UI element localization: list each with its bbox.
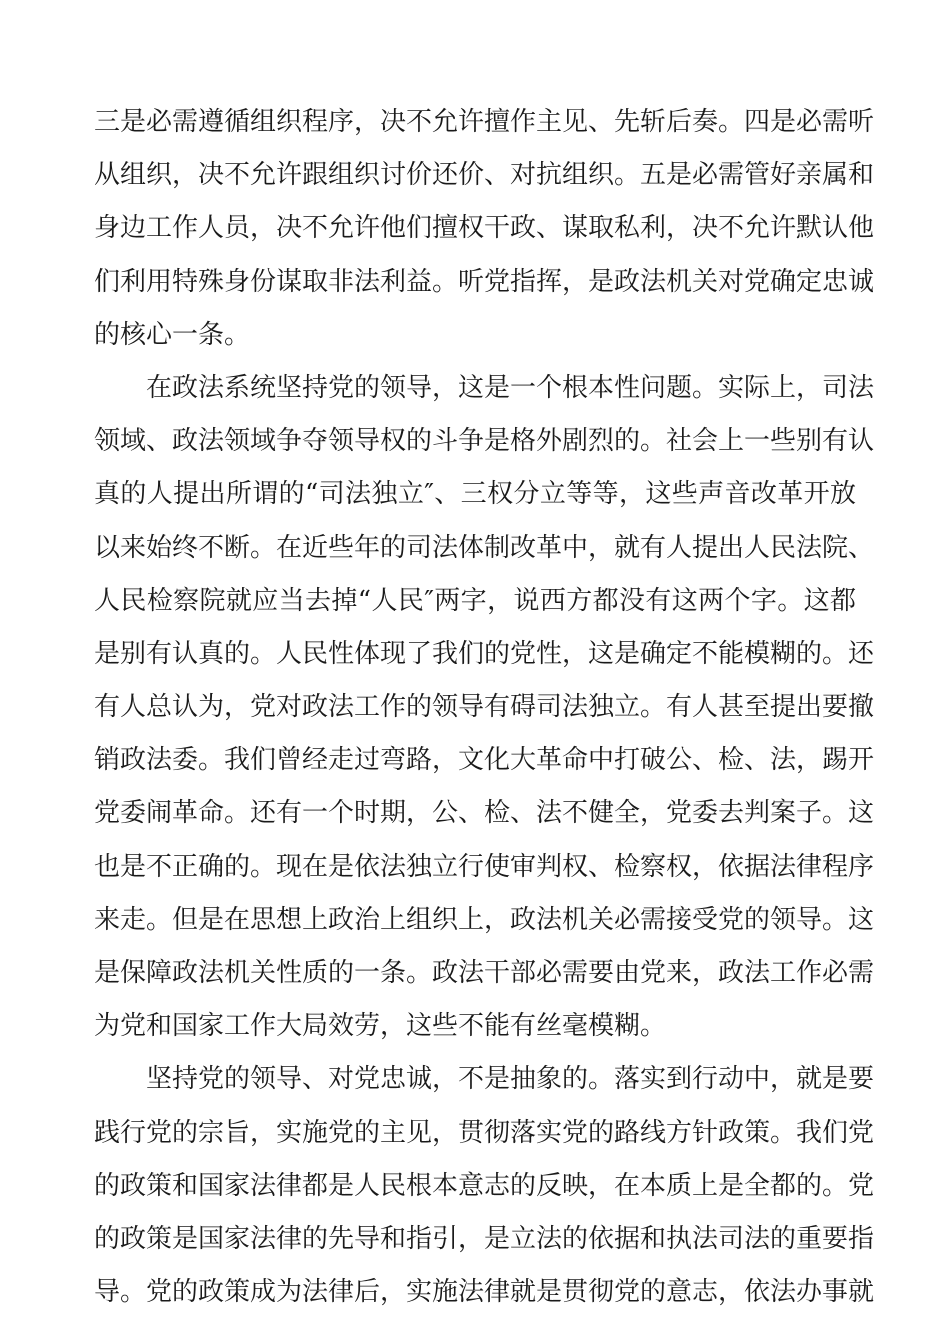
text-line: 党委闹革命。还有一个时期，公、检、法不健全，党委去判案子。这 [94,798,875,829]
text-line: 导。党的政策成为法律后，实施法律就是贯彻党的意志，依法办事就 [94,1277,875,1308]
text-line: 有人总认为，党对政法工作的领导有碍司法独立。有人甚至提出要撤 [94,692,875,723]
text-line: 身边工作人员，决不允许他们擅权干政、谋取私利，决不允许默认他 [94,213,875,244]
text-line: 的核心一条。 [94,319,251,350]
text-line: 销政法委。我们曾经走过弯路，文化大革命中打破公、检、法，踢开 [94,745,875,776]
text-line: 在政法系统坚持党的领导，这是一个根本性问题。实际上，司法 [146,372,875,403]
text-line: 人民检察院就应当去掉“人民″两字，说西方都没有这两个字。这都 [94,585,856,616]
text-line: 的政策和国家法律都是人民根本意志的反映，在本质上是全都的。党 [94,1170,875,1201]
text-line: 领域、政法领域争夺领导权的斗争是格外剧烈的。社会上一些别有认 [94,426,875,457]
paragraph-1 [94,96,875,362]
text-line: 以来始终不断。在近些年的司法体制改革中，就有人提出人民法院、 [94,532,875,563]
text-line: 来走。但是在思想上政治上组织上，政法机关必需接受党的领导。这 [94,904,875,935]
document-body [94,96,875,1319]
paragraph-3 [94,1053,875,1319]
text-line: 从组织，决不允许跟组织讨价还价、对抗组织。五是必需管好亲属和 [94,160,875,191]
text-line: 践行党的宗旨，实施党的主见，贯彻落实党的路线方针政策。我们党 [94,1117,875,1148]
text-line: 是保障政法机关性质的一条。政法干部必需要由党来，政法工作必需 [94,958,875,988]
text-line: 是别有认真的。人民性体现了我们的党性，这是确定不能模糊的。还 [94,638,875,669]
text-line: 为党和国家工作大局效劳，这些不能有丝毫模糊。 [94,1011,667,1042]
text-line: 们利用特殊身份谋取非法利益。听党指挥，是政法机关对党确定忠诚 [94,266,875,297]
text-line: 真的人提出所谓的“司法独立″、三权分立等等，这些声音改革开放 [94,479,856,510]
text-line: 的政策是国家法律的先导和指引，是立法的依据和执法司法的重要指 [94,1223,875,1254]
text-line: 三是必需遵循组织程序，决不允许擅作主见、先斩后奏。四是必需听 [94,107,875,137]
paragraph-2 [94,362,875,1053]
text-line: 也是不正确的。现在是依法独立行使审判权、检察权，依据法律程序 [94,851,875,882]
text-line: 坚持党的领导、对党忠诚，不是抽象的。落实到行动中，就是要 [146,1064,875,1095]
